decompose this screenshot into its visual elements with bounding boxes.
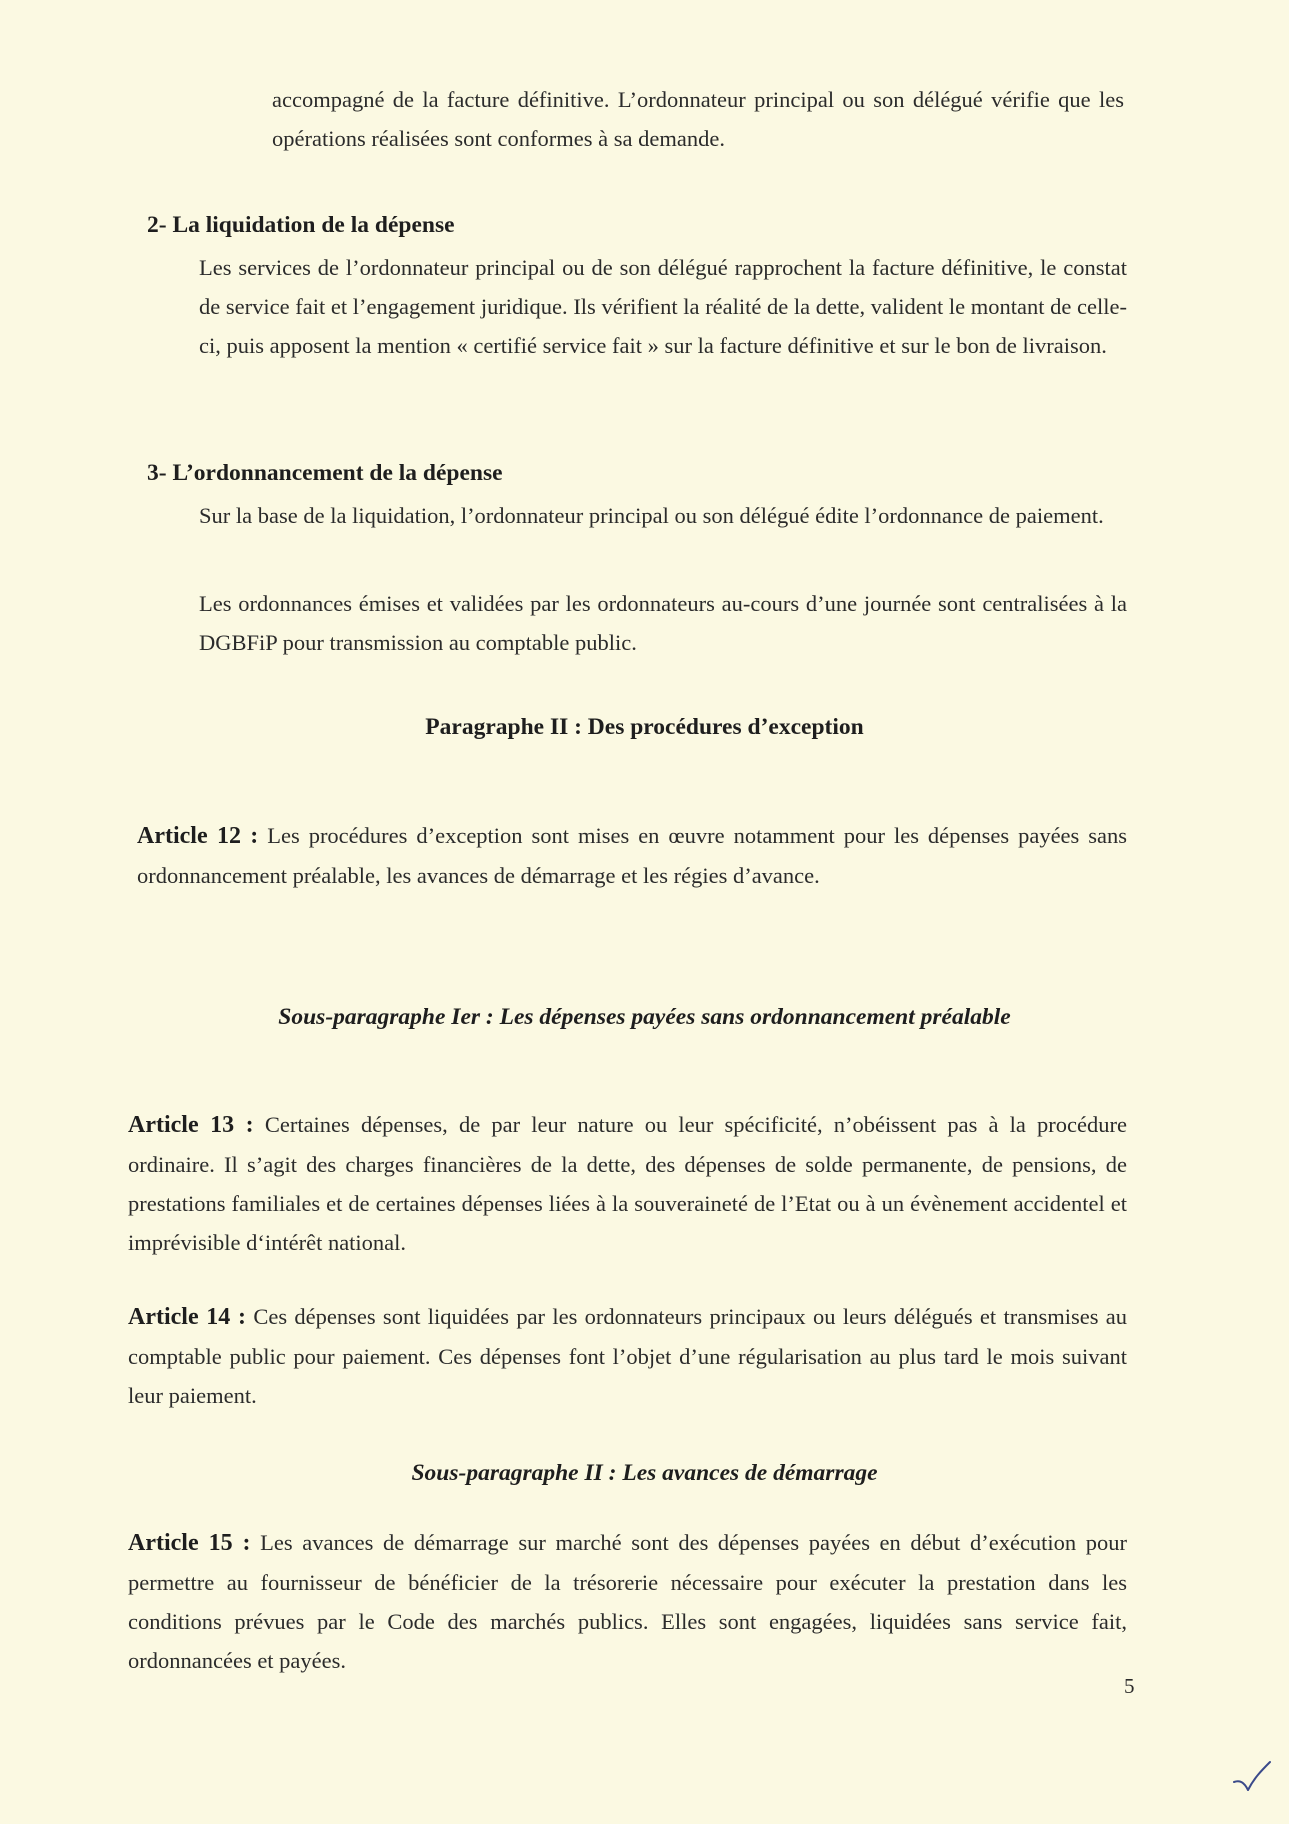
article-15-label: Article 15 :	[128, 1530, 251, 1556]
page-number: 5	[1124, 1674, 1135, 1698]
article-15	[128, 1523, 1127, 1680]
article-13-label: Article 13 :	[128, 1112, 254, 1138]
article-14-text: Ces dépenses sont liquidées par les ordonnateurs principaux ou leurs délégués et transmises au comptable public pour paiement. Ces dépenses font l’objet d’une régularisation au plus tard le mois suivant leur paiement.	[128, 1304, 1128, 1408]
article-13-text: Certaines dépenses, de par leur nature ou leur spécificité, n’obéissent pas à la procédure ordinaire. Il s’agit des charges financières de la dette, des dépenses de solde permanente, de pensions, de prestations familiales et de certaines dépenses liées à la souveraineté de l’Etat ou à un évènement accidentel et imprévisible d‘intérêt national.	[128, 1112, 1127, 1255]
check-stroke	[1234, 1762, 1270, 1790]
article-12-text: Les procédures d’exception sont mises en œuvre notamment pour les dépenses payées sans ordonnancement préalable, les avances de démarrage et les régies d’avance.	[137, 823, 1128, 888]
section-3-body-2: Les ordonnances émises et validées par les ordonnateurs au-cours d’une journée sont centralisées à la DGBFiP pour transmission au comptable public.	[199, 591, 1127, 655]
article-12-label: Article 12 :	[137, 823, 259, 849]
article-15-text: Les avances de démarrage sur marché sont des dépenses payées en début d’exécution pour permettre au fournisseur de bénéficier de la trésorerie nécessaire pour exécuter la prestation dans les conditions prévues par le Code des marchés publics. Elles sont engagées, liquidées sans service fait, ordonnancées et payées.	[128, 1530, 1128, 1673]
article-13	[128, 1105, 1127, 1262]
section-3-heading: 3- L’ordonnancement de la dépense	[147, 460, 503, 486]
article-14-label: Article 14 :	[128, 1304, 246, 1330]
section-3-body-1: Sur la base de la liquidation, l’ordonnateur principal ou son délégué édite l’ordonnance de paiement.	[199, 503, 1104, 528]
intro-paragraph: accompagné de la facture définitive. L’ordonnateur principal ou son délégué vérifie que les opérations réalisées sont conformes à sa demande.	[272, 87, 1124, 151]
subparagraph-2-heading: Sous-paragraphe II : Les avances de démarrage	[411, 1460, 878, 1486]
section-2-heading: 2- La liquidation de la dépense	[147, 212, 455, 238]
article-14	[128, 1297, 1127, 1415]
paragraph-ii-heading: Paragraphe II : Des procédures d’exception	[425, 714, 864, 740]
article-12	[137, 816, 1127, 895]
section-2-body: Les services de l’ordonnateur principal ou de son délégué rapprochent la facture définitive, le constat de service fait et l’engagement juridique. Ils vérifient la réalité de la dette, valident le montant de celle-ci, puis apposent la mention « certifié service fait » sur la facture définitive et sur le bon de livraison.	[199, 255, 1127, 358]
subparagraph-1-heading: Sous-paragraphe Ier : Les dépenses payées sans ordonnancement préalable	[278, 1004, 1011, 1030]
handwritten-check-icon	[1232, 1760, 1272, 1798]
